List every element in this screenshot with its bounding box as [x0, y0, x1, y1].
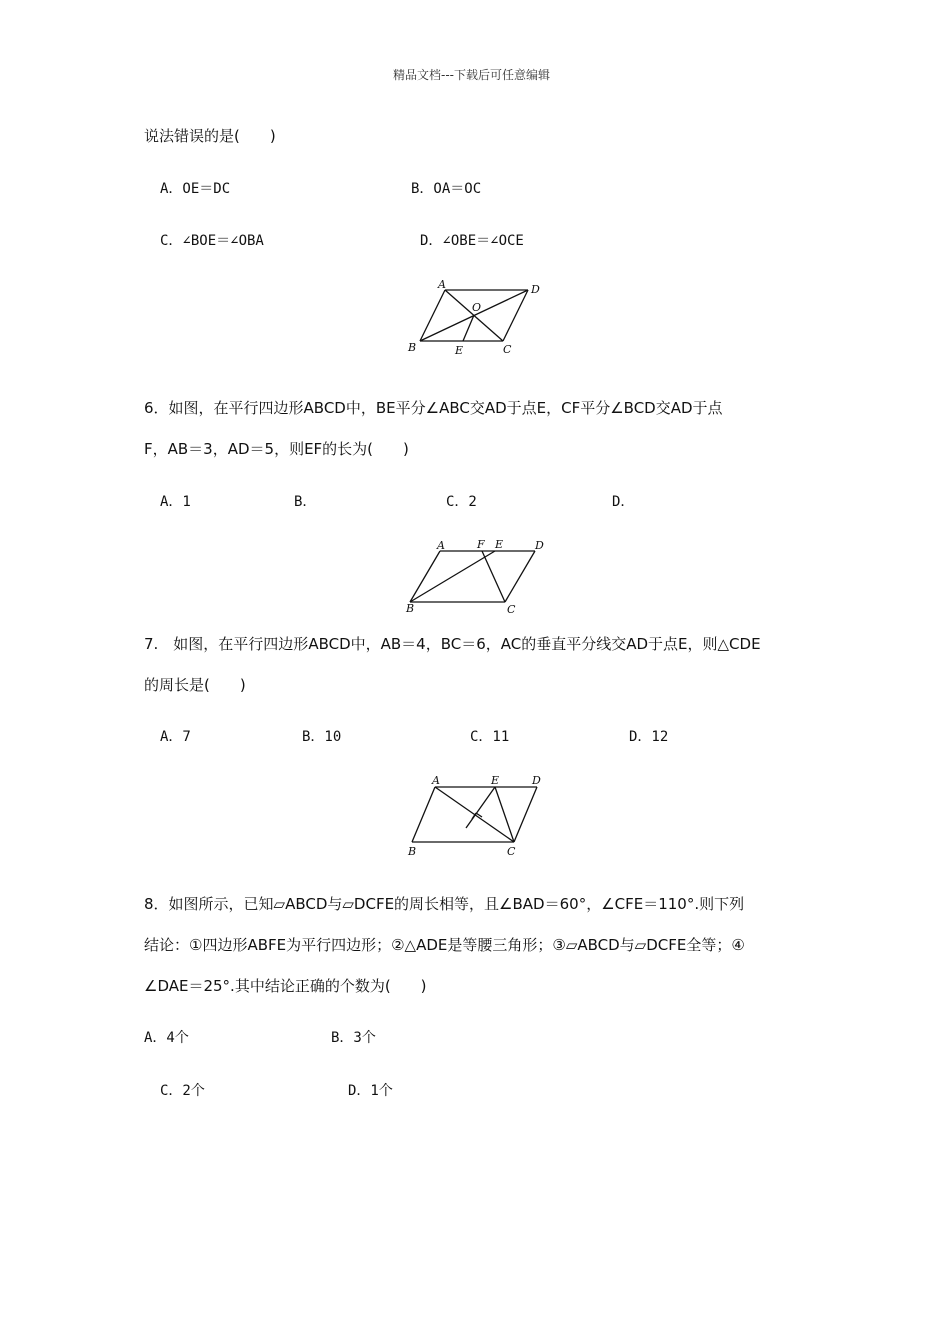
q7-segment-ce	[495, 787, 514, 842]
q7-option-c: C．11	[470, 729, 510, 745]
q8-option-b: B．3个	[331, 1030, 376, 1046]
q8-option-c: C．2个	[160, 1083, 205, 1099]
q5-stem: 说法错误的是( )	[144, 127, 276, 145]
q5-option-c: C．∠BOE＝∠OBA	[160, 233, 264, 249]
page-header: 精品文档---下载后可任意编辑	[393, 68, 550, 82]
q6-option-c: C．2	[446, 494, 477, 510]
q8-option-d: D．1个	[348, 1083, 393, 1099]
q7-stem-line1: 7. 如图，在平行四边形ABCD中，AB＝4，BC＝6，AC的垂直平分线交AD于点E，则△CDE	[144, 635, 761, 653]
q8-stem-line3: ∠DAE＝25°.其中结论正确的个数为( )	[144, 977, 427, 995]
q8-option-a: A．4个	[144, 1030, 189, 1046]
q7-option-b: B．10	[302, 729, 342, 745]
q7-label-c: C	[507, 845, 516, 858]
q5-label-o: O	[472, 301, 482, 314]
q6-stem-line2: F，AB＝3，AD＝5，则EF的长为( )	[144, 440, 409, 458]
q7-label-d: D	[532, 774, 541, 787]
q6-label-e: E	[495, 538, 504, 551]
q6-label-d: D	[535, 539, 544, 552]
q7-option-d: D．12	[629, 729, 669, 745]
q7-label-b: B	[408, 845, 417, 858]
q6-stem-line1: 6．如图，在平行四边形ABCD中，BE平分∠ABC交AD于点E，CF平分∠BCD交AD于点	[144, 399, 723, 417]
q5-option-a: A．OE＝DC	[160, 181, 231, 197]
q6-label-f: F	[477, 538, 485, 551]
q5-label-a: A	[438, 278, 446, 291]
q6-label-a: A	[437, 539, 445, 552]
q7-perpendicular-bisector	[466, 787, 495, 828]
q5-option-d: D．∠OBE＝∠OCE	[420, 233, 524, 249]
q7-edge	[412, 787, 435, 842]
q7-stem-line2: 的周长是( )	[144, 676, 246, 694]
q6-label-c: C	[507, 603, 516, 616]
q7-label-a: A	[432, 774, 440, 787]
q8-stem-line1: 8．如图所示，已知▱ABCD与▱DCFE的周长相等，且∠BAD＝60°，∠CFE＝110°.则下列	[144, 895, 745, 913]
q6-label-b: B	[406, 602, 415, 615]
q8-stem-line2: 结论：①四边形ABFE为平行四边形；②△ADE是等腰三角形；③▱ABCD与▱DCFE全等；④	[144, 936, 745, 954]
q7-label-e: E	[491, 774, 500, 787]
q5-label-e: E	[455, 344, 464, 357]
q6-option-d: D．	[612, 494, 635, 510]
q5-option-b: B．OA＝OC	[411, 181, 482, 197]
q7-edge	[514, 787, 537, 842]
q5-label-d: D	[531, 283, 540, 296]
q6-option-a: A．1	[160, 494, 191, 510]
q5-label-c: C	[503, 343, 512, 356]
q5-label-b: B	[408, 341, 417, 354]
q7-option-a: A．7	[160, 729, 191, 745]
q6-option-b: B．	[294, 494, 317, 510]
